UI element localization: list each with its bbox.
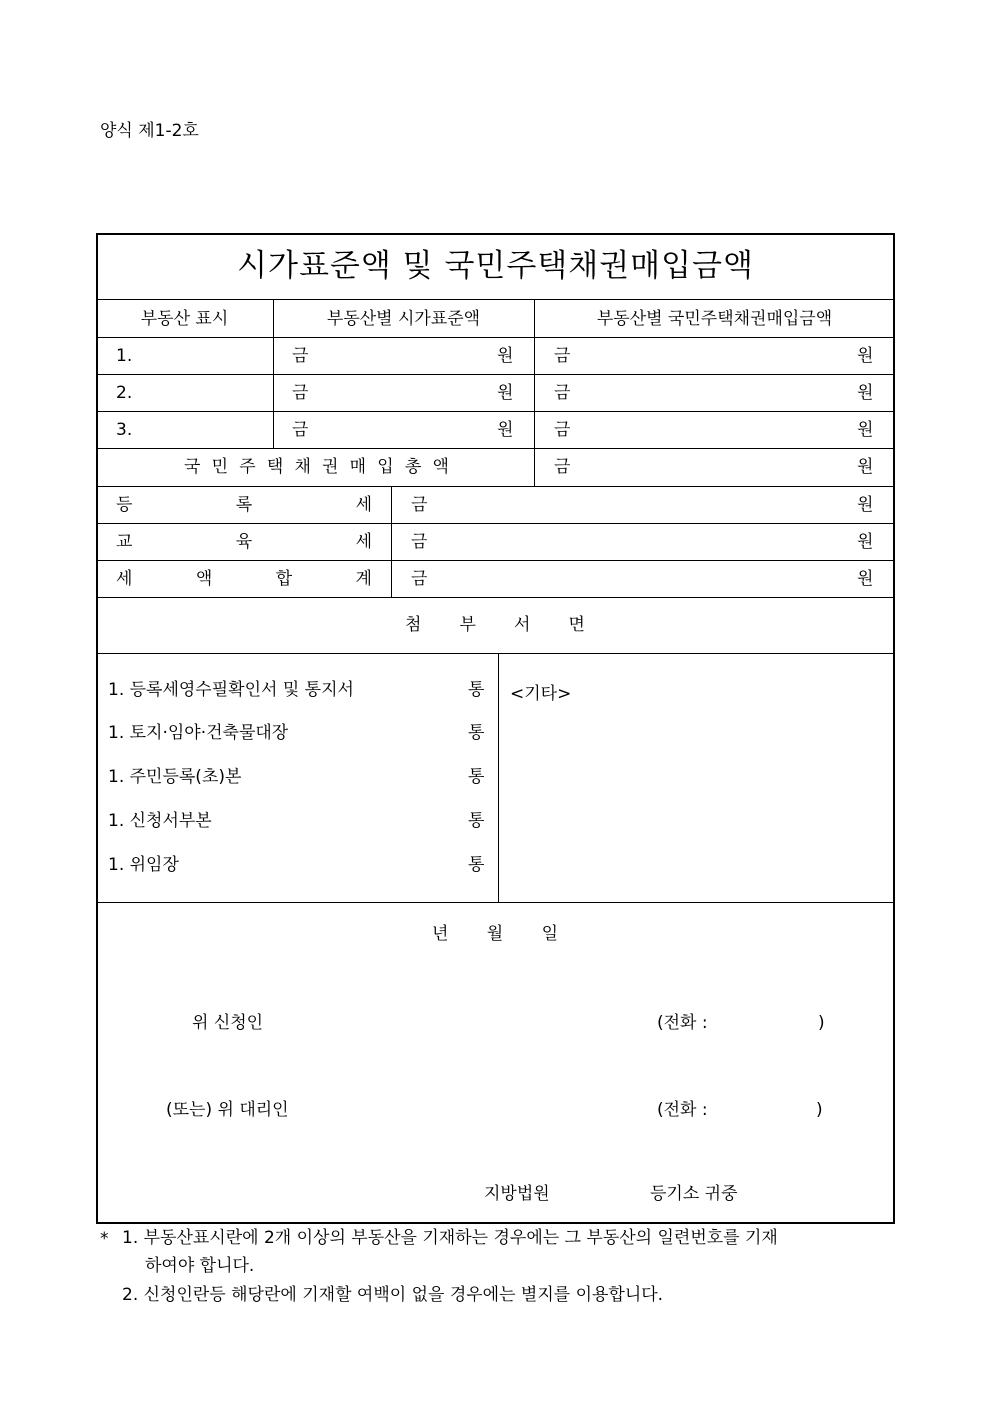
education-tax-label: 교 육 세 [116,532,372,552]
header-property: 부동산 표시 [140,309,229,329]
divider [96,411,895,412]
registry-label: 등기소 귀중 [650,1184,738,1204]
attachment-label: 1. 위임장 [108,855,179,875]
header-bond-amount: 부동산별 국민주택채권매입금액 [596,309,833,329]
agent-phone-close: ) [816,1100,823,1120]
won-label: 원 [857,420,874,440]
attachment-label: 1. 등록세영수필확인서 및 통지서 [108,680,354,700]
court-label: 지방법원 [484,1184,550,1204]
won-label: 원 [857,383,874,403]
row-number: 3. [116,420,133,440]
note-2: 2. 신청인란등 해당란에 기재할 여백이 없을 경우에는 별지를 이용합니다. [122,1285,664,1305]
note-1-continued: 하여야 합니다. [145,1256,255,1276]
row-number: 2. [116,383,133,403]
geum-label: 금 [554,457,571,477]
divider [96,299,895,300]
note-mark: * [100,1229,109,1249]
form-number: 양식 제1-2호 [100,121,199,141]
geum-label: 금 [292,420,309,440]
divider [96,653,895,654]
geum-label: 금 [292,346,309,366]
divider [96,486,895,487]
divider [96,902,895,903]
attachment-unit: 통 [468,855,485,875]
geum-label: 금 [554,346,571,366]
won-label: 원 [857,495,874,515]
won-label: 원 [857,532,874,552]
divider [96,597,895,598]
attachments-header: 첨 부 서 면 [405,615,585,635]
agent-label: (또는) 위 대리인 [166,1100,289,1120]
date-line: 년 월 일 [432,924,558,944]
won-label: 원 [857,346,874,366]
won-label: 원 [857,457,874,477]
divider [96,560,895,561]
applicant-label: 위 신청인 [192,1013,264,1033]
agent-phone-label: (전화 : [657,1100,708,1120]
attachment-unit: 통 [468,680,485,700]
divider [96,337,895,338]
header-market-value: 부동산별 시가표준액 [326,309,481,329]
applicant-phone-label: (전화 : [657,1013,708,1033]
divider [96,374,895,375]
won-label: 원 [497,346,514,366]
won-label: 원 [497,420,514,440]
attachment-label: 1. 주민등록(초)본 [108,767,242,787]
applicant-phone-close: ) [818,1013,825,1033]
tax-total-label: 세 액 합 계 [116,569,372,589]
column-divider [498,653,499,902]
row-number: 1. [116,346,133,366]
divider [96,448,895,449]
total-bond-label: 국 민 주 택 채 권 매 입 총 액 [184,457,449,477]
registration-tax-label: 등 록 세 [116,495,372,515]
attachment-unit: 통 [468,723,485,743]
note-1: 1. 부동산표시란에 2개 이상의 부동산을 기재하는 경우에는 그 부동산의 일련번호를 기재 [122,1228,778,1248]
won-label: 원 [497,383,514,403]
geum-label: 금 [411,569,428,589]
won-label: 원 [857,569,874,589]
divider [96,523,895,524]
attachment-label: 1. 토지·임야·건축물대장 [108,723,289,743]
attachment-unit: 통 [468,811,485,831]
other-label: <기타> [510,684,572,704]
attachment-unit: 통 [468,767,485,787]
column-divider [391,486,392,597]
geum-label: 금 [411,532,428,552]
geum-label: 금 [554,420,571,440]
attachment-label: 1. 신청서부본 [108,811,212,831]
geum-label: 금 [292,383,309,403]
geum-label: 금 [411,495,428,515]
geum-label: 금 [554,383,571,403]
page-title: 시가표준액 및 국민주택채권매입금액 [237,248,754,284]
